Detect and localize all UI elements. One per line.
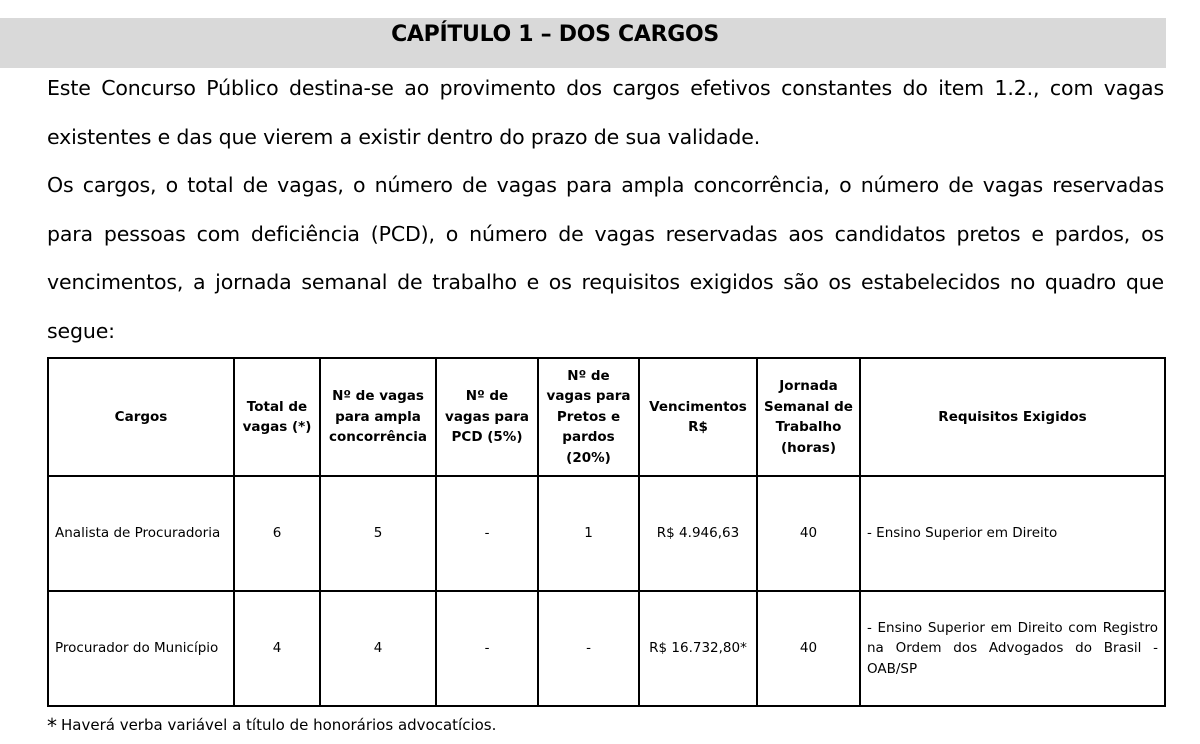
footnote-symbol: * bbox=[47, 714, 57, 738]
intro-text bbox=[47, 64, 1164, 355]
header-pcd: Nº de vagas para PCD (5%) bbox=[436, 358, 538, 476]
cell-ampla-concorrencia: 5 bbox=[320, 476, 436, 591]
cell-pcd: - bbox=[436, 476, 538, 591]
cell-cargo: Analista de Procuradoria bbox=[48, 476, 234, 591]
cell-total-vagas: 6 bbox=[234, 476, 320, 591]
cell-jornada: 40 bbox=[757, 591, 860, 706]
header-total-vagas: Total de vagas (*) bbox=[234, 358, 320, 476]
cell-jornada: 40 bbox=[757, 476, 860, 591]
table-row bbox=[48, 476, 1165, 591]
chapter-title: CAPÍTULO 1 – DOS CARGOS bbox=[391, 22, 719, 47]
cargos-table bbox=[47, 357, 1166, 707]
header-cargos: Cargos bbox=[48, 358, 234, 476]
header-ampla-concorrencia: Nº de vagas para ampla concorrência bbox=[320, 358, 436, 476]
cell-pcd: - bbox=[436, 591, 538, 706]
header-jornada: Jornada Semanal de Trabalho (horas) bbox=[757, 358, 860, 476]
header-requisitos: Requisitos Exigidos bbox=[860, 358, 1165, 476]
footnote bbox=[47, 714, 496, 738]
cell-requisitos: - Ensino Superior em Direito com Registro na Ordem dos Advogados do Brasil - OAB/SP bbox=[860, 591, 1165, 706]
cell-vencimentos: R$ 4.946,63 bbox=[639, 476, 757, 591]
cell-ampla-concorrencia: 4 bbox=[320, 591, 436, 706]
intro-paragraph-1: Este Concurso Público destina-se ao provimento dos cargos efetivos constantes do item 1.2., com vagas existentes e das que vierem a existir dentro do prazo de sua validade. bbox=[47, 76, 1164, 149]
cell-total-vagas: 4 bbox=[234, 591, 320, 706]
header-vencimentos: Vencimentos R$ bbox=[639, 358, 757, 476]
intro-paragraph-2: Os cargos, o total de vagas, o número de vagas para ampla concorrência, o número de vagas reservadas para pessoas com deficiência (PCD), o número de vagas reservadas aos candidatos pretos e pardos, os vencimentos, a jornada semanal de trabalho e os requisitos exigidos são os estabelecidos no quadro que segue: bbox=[47, 173, 1164, 343]
footnote-text: Haverá verba variável a título de honorários advocatícios. bbox=[61, 716, 497, 734]
cell-requisitos: - Ensino Superior em Direito bbox=[860, 476, 1165, 591]
cell-cargo: Procurador do Município bbox=[48, 591, 234, 706]
cell-vencimentos: R$ 16.732,80* bbox=[639, 591, 757, 706]
cell-pretos-pardos: 1 bbox=[538, 476, 639, 591]
table-header-row bbox=[48, 358, 1165, 476]
cell-pretos-pardos: - bbox=[538, 591, 639, 706]
table-row bbox=[48, 591, 1165, 706]
header-pretos-pardos: Nº de vagas para Pretos e pardos (20%) bbox=[538, 358, 639, 476]
